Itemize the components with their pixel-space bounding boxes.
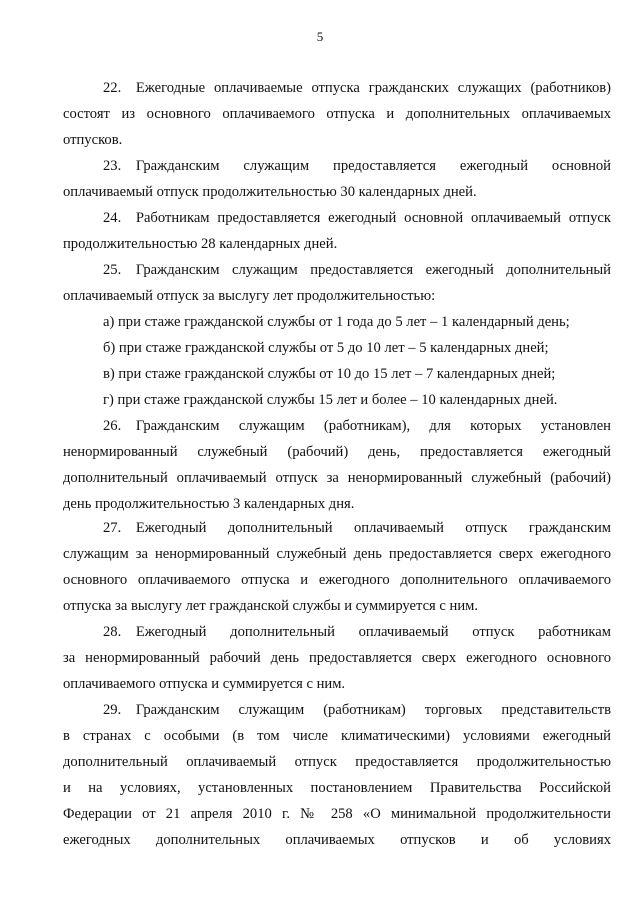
text-line: отпуска за выслугу лет гражданской службы и суммируется с ним. — [63, 598, 479, 614]
text-line: оплачиваемого отпуска и суммируется с ним. — [63, 676, 346, 692]
paragraph-23 — [63, 153, 611, 205]
text-line: дополнительный оплачиваемый отпуск предоставляется продолжительностью — [63, 754, 611, 770]
text-line: служащим за ненормированный служебный день предоставляется сверх ежегодного — [63, 546, 611, 562]
list-item-c: в) при стаже гражданской службы от 10 до 15 лет – 7 календарных дней; — [103, 366, 556, 382]
text-line: 29. Гражданским служащим (работникам) торговых представительств — [103, 702, 611, 718]
paragraph-29 — [63, 697, 611, 853]
text-line: 23. Гражданским служащим предоставляется ежегодный основной — [103, 158, 611, 174]
list-item-d: г) при стаже гражданской службы 15 лет и более – 10 календарных дней. — [103, 392, 558, 408]
paragraph-28 — [63, 619, 611, 697]
text-line: Федерации от 21 апреля 2010 г. № 258 «О минимальной продолжительности — [63, 806, 611, 822]
paragraph-26 — [63, 413, 611, 517]
text-line: день продолжительностью 3 календарных дня. — [63, 496, 355, 512]
paragraph-24 — [63, 205, 611, 257]
text-line: дополнительный оплачиваемый отпуск за ненормированный служебный (рабочий) — [63, 470, 611, 486]
text-line: 28. Ежегодный дополнительный оплачиваемый отпуск работникам — [103, 624, 611, 640]
text-line: 27. Ежегодный дополнительный оплачиваемый отпуск гражданским — [103, 520, 611, 536]
paragraph-22 — [63, 75, 611, 153]
text-line: основного оплачиваемого отпуска и ежегодного дополнительного оплачиваемого — [63, 572, 611, 588]
text-line: продолжительностью 28 календарных дней. — [63, 236, 338, 252]
text-line: ежегодных дополнительных оплачиваемых отпусков и об условиях — [63, 832, 611, 848]
list-item-b: б) при стаже гражданской службы от 5 до 10 лет – 5 календарных дней; — [103, 340, 549, 356]
text-line: ненормированный служебный (рабочий) день, предоставляется ежегодный — [63, 444, 611, 460]
paragraph-27 — [63, 515, 611, 619]
text-line: 24. Работникам предоставляется ежегодный основной оплачиваемый отпуск — [103, 210, 611, 226]
text-line: оплачиваемый отпуск продолжительностью 30 календарных дней. — [63, 184, 477, 200]
text-line: отпусков. — [63, 132, 123, 148]
text-line: за ненормированный рабочий день предоставляется сверх ежегодного основного — [63, 650, 611, 666]
paragraph-25 — [63, 257, 611, 309]
text-line: 25. Гражданским служащим предоставляется ежегодный дополнительный — [103, 262, 611, 278]
text-line: и на условиях, установленных постановлением Правительства Российской — [63, 780, 611, 796]
text-line: состоят из основного оплачиваемого отпуска и дополнительных оплачиваемых — [63, 106, 611, 122]
text-line: 22. Ежегодные оплачиваемые отпуска гражданских служащих (работников) — [103, 80, 611, 96]
page-number: 5 — [316, 29, 324, 44]
text-line: в странах с особыми (в том числе климатическими) условиями ежегодный — [63, 728, 611, 744]
list-item-a: а) при стаже гражданской службы от 1 года до 5 лет – 1 календарный день; — [103, 314, 570, 330]
text-line: оплачиваемый отпуск за выслугу лет продолжительностью: — [63, 288, 436, 304]
text-line: 26. Гражданским служащим (работникам), для которых установлен — [103, 418, 611, 434]
